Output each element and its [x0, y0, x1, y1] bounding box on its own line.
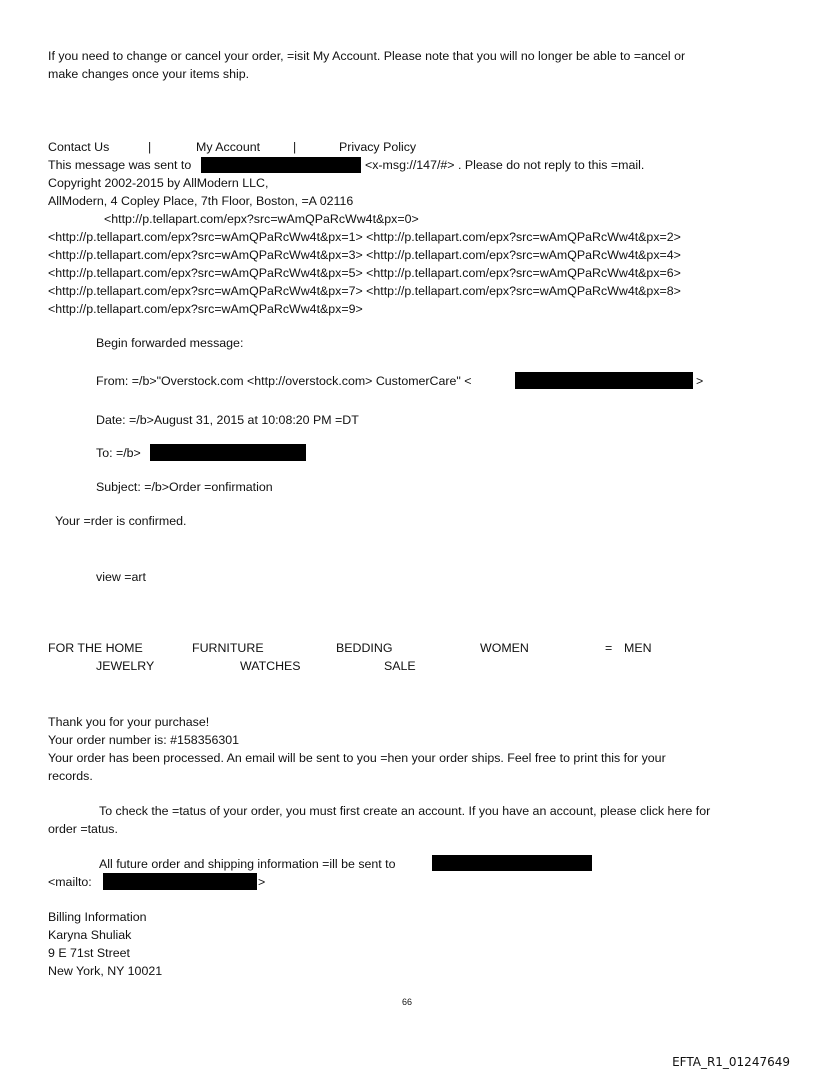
thank-you: Thank you for your purchase! [48, 715, 210, 729]
nav-watches[interactable]: WATCHES [240, 659, 301, 673]
mailto-prefix: <mailto: [48, 875, 92, 889]
nav-jewelry[interactable]: JEWELRY [96, 659, 155, 673]
redaction-box [515, 372, 693, 389]
nav-women[interactable]: WOMEN [480, 641, 529, 655]
redaction-box [150, 444, 306, 461]
billing-name: Karyna Shuliak [48, 928, 132, 942]
sent-to-suffix: <x-msg://147/#> . Please do not reply to this =mail. [365, 158, 645, 172]
nav-furniture[interactable]: FURNITURE [192, 641, 264, 655]
nav-bedding[interactable]: BEDDING [336, 641, 393, 655]
order-status-text: order =tatus. [48, 822, 118, 836]
sent-to-prefix: This message was sent to [48, 158, 192, 172]
forward-from: From: =/b>"Overstock.com <http://overstock.com> CustomerCare" < [96, 374, 472, 388]
nav-sale[interactable]: SALE [384, 659, 416, 673]
intro-line-2: make changes once your items ship. [48, 67, 250, 81]
billing-city: New York, NY 10021 [48, 964, 163, 978]
order-number: Your order number is: #158356301 [48, 733, 240, 747]
forward-subject: Subject: =/b>Order =onfirmation [96, 480, 273, 494]
order-processed: Your order has been processed. An email will be sent to you =hen your order ships. Feel free to print this for your [48, 751, 666, 765]
copyright: Copyright 2002-2015 by AllModern LLC, [48, 176, 269, 190]
tracking-link[interactable]: <http://p.tellapart.com/epx?src=wAmQPaRcWw4t&px=5> <http://p.tellapart.com/epx?src=wAmQPaRcWw4t&px=6> [48, 266, 681, 280]
nav-men[interactable]: MEN [624, 641, 652, 655]
privacy-policy-link[interactable]: Privacy Policy [339, 140, 417, 154]
mailto-suffix: > [258, 875, 266, 889]
intro-line-1: If you need to change or cancel your order, =isit My Account. Please note that you will no longer be able to =ancel or [48, 49, 686, 63]
forward-from-suffix: > [696, 374, 704, 388]
nav-for-the-home[interactable]: FOR THE HOME [48, 641, 143, 655]
order-processed: records. [48, 769, 93, 783]
future-info: All future order and shipping information =ill be sent to [99, 857, 396, 871]
redaction-box [103, 873, 257, 890]
my-account-link[interactable]: My Account [196, 140, 261, 154]
billing-title: Billing Information [48, 910, 147, 924]
view-cart-link[interactable]: view =art [96, 570, 146, 584]
tracking-link[interactable]: <http://p.tellapart.com/epx?src=wAmQPaRcWw4t&px=3> <http://p.tellapart.com/epx?src=wAmQPaRcWw4t&px=4> [48, 248, 681, 262]
forward-date: Date: =/b>August 31, 2015 at 10:08:20 PM =DT [96, 413, 359, 427]
tracking-link[interactable]: <http://p.tellapart.com/epx?src=wAmQPaRcWw4t&px=1> <http://p.tellapart.com/epx?src=wAmQPaRcWw4t&px=2> [48, 230, 681, 244]
tracking-link[interactable]: <http://p.tellapart.com/epx?src=wAmQPaRcWw4t&px=0> [104, 212, 419, 226]
forward-begin: Begin forwarded message: [96, 336, 244, 350]
redaction-box [201, 157, 361, 173]
redaction-box [432, 855, 592, 871]
tracking-link[interactable]: <http://p.tellapart.com/epx?src=wAmQPaRcWw4t&px=7> <http://p.tellapart.com/epx?src=wAmQPaRcWw4t&px=8> [48, 284, 681, 298]
tracking-link[interactable]: <http://p.tellapart.com/epx?src=wAmQPaRcWw4t&px=9> [48, 302, 363, 316]
order-confirmed: Your =rder is confirmed. [55, 514, 187, 528]
document-id: EFTA_R1_01247649 [672, 1055, 790, 1069]
separator: | [293, 140, 297, 154]
page-number: 66 [402, 997, 413, 1007]
order-status-text: To check the =tatus of your order, you must first create an account. If you have an account, please click here for [99, 804, 711, 818]
nav-equals: = [605, 641, 613, 655]
forward-to: To: =/b> [96, 446, 141, 460]
separator: | [148, 140, 152, 154]
billing-street: 9 E 71st Street [48, 946, 130, 960]
contact-us-link[interactable]: Contact Us [48, 140, 110, 154]
address: AllModern, 4 Copley Place, 7th Floor, Boston, =A 02116 [48, 194, 354, 208]
